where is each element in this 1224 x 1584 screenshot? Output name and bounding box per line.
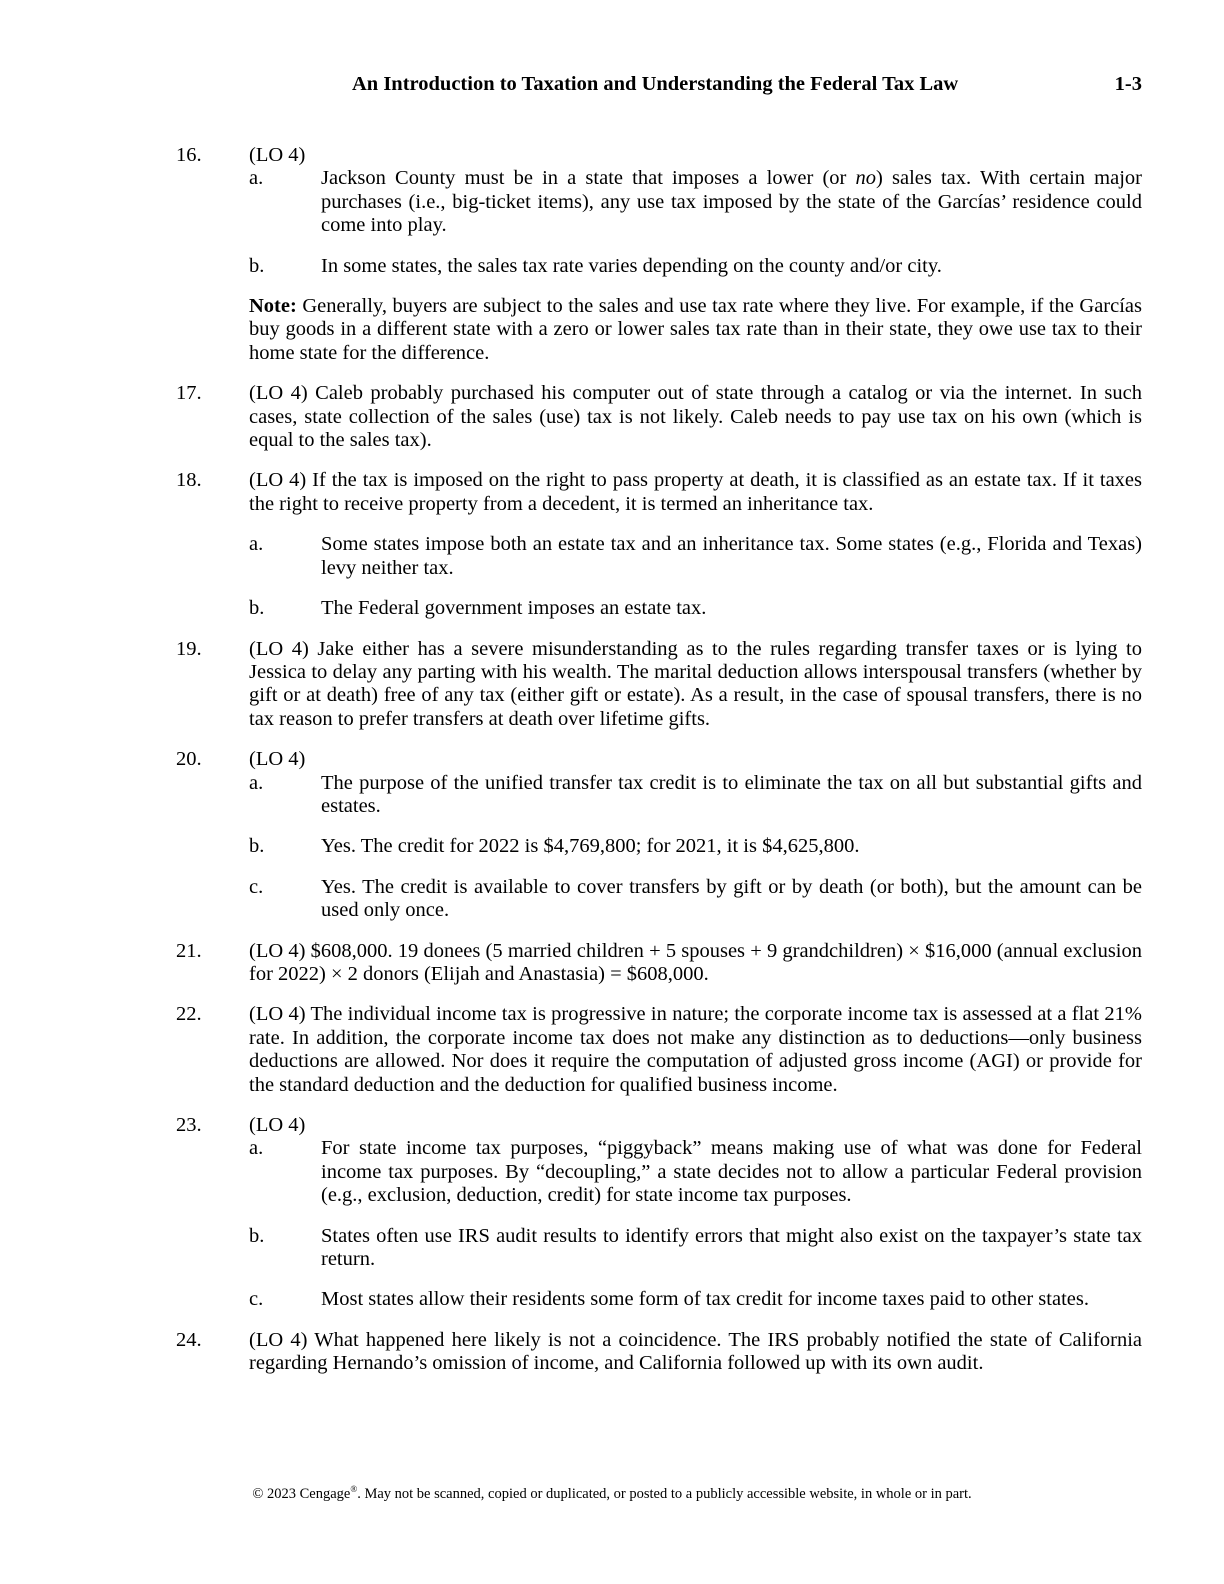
answer-16 — [176, 144, 1142, 365]
answer-number: 16. — [176, 144, 202, 166]
sub-text: In some states, the sales tax rate varies depending on the county and/or city. — [321, 254, 942, 277]
answer-17 — [176, 382, 1142, 452]
answer-number: 19. — [176, 637, 202, 660]
sub-letter: a. — [249, 533, 264, 556]
answer-number: 18. — [176, 469, 202, 492]
sub-answer-a — [249, 167, 1142, 237]
note-paragraph — [249, 295, 1142, 365]
footer-text-pre: © 2023 Cengage — [252, 1485, 351, 1502]
answer-18 — [176, 469, 1142, 620]
sub-letter: b. — [249, 1224, 265, 1247]
sub-text: The purpose of the unified transfer tax credit is to eliminate the tax on all but substantial gifts and estates. — [321, 771, 1142, 817]
sub-answer-b — [249, 835, 1142, 858]
sub-answer-b — [249, 255, 1142, 278]
answer-lead: (LO 4) — [249, 144, 306, 166]
answer-23 — [176, 1114, 1142, 1312]
answer-number: 21. — [176, 939, 202, 962]
answer-20 — [176, 748, 1142, 922]
sub-text: Some states impose both an estate tax and an inheritance tax. Some states (e.g., Florida and Texas) levy neither tax. — [321, 533, 1142, 579]
note-label: Note: — [249, 295, 297, 318]
answer-text: (LO 4) The individual income tax is progressive in nature; the corporate income tax is assessed at a flat 21% rate. In addition, the corporate income tax does not make any distinction as to deductions—only business deductions are allowed. Nor does it require the computation of adjusted gross income (AGI) or provide for the standard deduction and the deduction for qualified business income. — [249, 1003, 1142, 1096]
sub-text-emphasis: no — [855, 167, 877, 190]
answer-text: (LO 4) If the tax is imposed on the right to pass property at death, it is classified as an estate tax. If it taxes the right to receive property from a decedent, it is termed an inheritance tax. — [249, 469, 1142, 515]
sub-letter: c. — [249, 875, 264, 898]
answer-text: (LO 4) What happened here likely is not a coincidence. The IRS probably notified the state of California regarding Hernando’s omission of income, and California followed up with its own audit. — [249, 1328, 1142, 1375]
sub-text: States often use IRS audit results to identify errors that might also exist on the taxpayer’s state tax return. — [321, 1224, 1142, 1271]
answer-22 — [176, 1003, 1142, 1097]
sub-text: For state income tax purposes, “piggyback” means making use of what was done for Federal income tax purposes. By “decoupling,” a state decides not to allow a particular Federal provision (e.g., exclusion, deduction, credit) for state income tax purposes. — [321, 1137, 1142, 1207]
sub-letter: a. — [249, 771, 264, 794]
answer-21 — [176, 940, 1142, 987]
answer-19 — [176, 638, 1142, 732]
page-number: 1-3 — [1114, 73, 1142, 95]
sub-letter: a. — [249, 1137, 264, 1160]
answer-list — [176, 144, 1142, 1393]
sub-text-pre: Jackson County must be in a state that imposes a lower (or — [321, 167, 856, 190]
answer-number: 24. — [176, 1328, 202, 1351]
answer-24 — [176, 1329, 1142, 1376]
sub-answer-a — [249, 533, 1142, 580]
running-header — [352, 73, 1142, 99]
sub-answer-c — [249, 1288, 1142, 1311]
answer-number: 22. — [176, 1003, 202, 1026]
answer-number: 23. — [176, 1114, 202, 1136]
sub-answer-a — [249, 1137, 1142, 1207]
sub-text: Most states allow their residents some form of tax credit for income taxes paid to other states. — [321, 1288, 1089, 1311]
answer-number: 17. — [176, 382, 202, 405]
answer-lead: (LO 4) — [249, 748, 306, 771]
answer-lead: (LO 4) — [249, 1114, 306, 1136]
sub-letter: b. — [249, 254, 265, 277]
sub-answer-c — [249, 876, 1142, 923]
copyright-footer — [0, 1480, 1224, 1503]
sub-answer-b — [249, 597, 1142, 620]
header-title: An Introduction to Taxation and Understanding the Federal Tax Law — [352, 73, 959, 95]
footer-text-post: . May not be scanned, copied or duplicated, or posted to a publicly accessible website, in whole or in part. — [357, 1485, 972, 1502]
sub-letter: c. — [249, 1288, 264, 1311]
sub-letter: b. — [249, 597, 265, 620]
note-text: Generally, buyers are subject to the sales and use tax rate where they live. For example, if the Garcías buy goods in a different state with a zero or lower sales tax rate than in their state, they owe use tax to their home state for the difference. — [249, 295, 1142, 364]
sub-answer-a — [249, 772, 1142, 819]
answer-number: 20. — [176, 748, 202, 771]
sub-answer-b — [249, 1225, 1142, 1272]
sub-text: Yes. The credit is available to cover transfers by gift or by death (or both), but the amount can be used only once. — [321, 875, 1142, 922]
registered-mark: ® — [350, 1484, 358, 1494]
sub-text: The Federal government imposes an estate tax. — [321, 597, 707, 620]
answer-text: (LO 4) Caleb probably purchased his computer out of state through a catalog or via the internet. In such cases, state collection of the sales (use) tax is not likely. Caleb needs to pay use tax on his own (which is equal to the sales tax). — [249, 382, 1142, 452]
sub-text: Yes. The credit for 2022 is $4,769,800; for 2021, it is $4,625,800. — [321, 835, 860, 858]
sub-text-post: ) sales tax. With certain major purchases (i.e., big-ticket items), any use tax imposed by the state of the Garcías’ residence could come into play. — [321, 167, 1142, 237]
answer-text: (LO 4) $608,000. 19 donees (5 married children + 5 spouses + 9 grandchildren) × $16,000 (annual exclusion for 2022) × 2 donors (Elijah and Anastasia) = $608,000. — [249, 939, 1142, 985]
answer-text: (LO 4) Jake either has a severe misunderstanding as to the rules regarding transfer taxes or is lying to Jessica to delay any parting with his wealth. The marital deduction allows interspousal transfers (whether by gift or at death) free of any tax (either gift or estate). As a result, in the case of spousal transfers, there is no tax reason to prefer transfers at death over lifetime gifts. — [249, 637, 1142, 730]
sub-letter: a. — [249, 167, 264, 190]
sub-letter: b. — [249, 835, 265, 858]
